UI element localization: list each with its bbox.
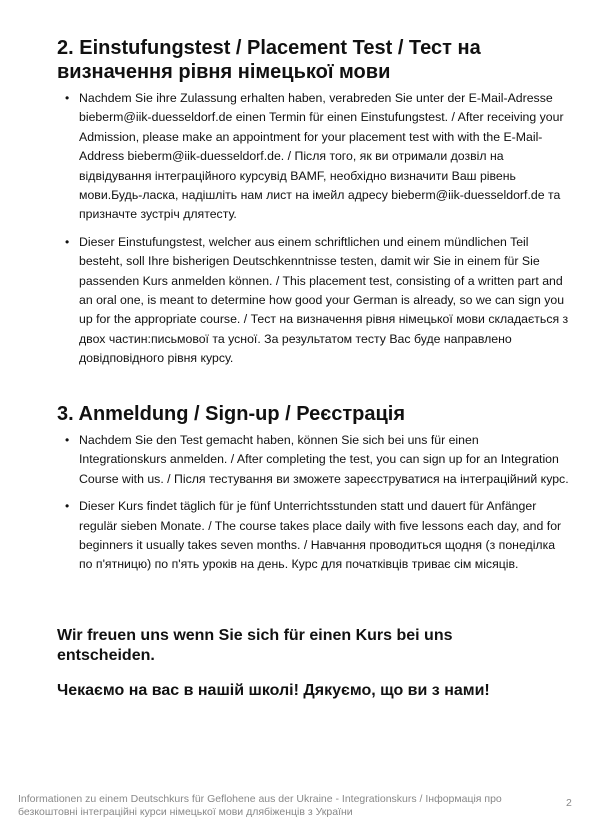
list-item <box>65 497 569 575</box>
bullet-icon: • <box>65 234 70 249</box>
list-item-text: Dieser Einstufungstest, welcher aus einem schriftlichen und einem mündlichen Teil besteht, soll Ihre bisherigen Deutschkenntnisse testen, damit wir Sie in einem für Sie passenden Kurs anmelden können. / This placement test, consisting of a written part and an oral one, is meant to determine how good your German is already, so we can sign you up for the appropriate course. / Тест на визначення рівня німецької мови складається з двох частин:письмової та усної. За результатом тесту Вас буде направлено довідповідного рівня курсу. <box>79 234 569 366</box>
bullet-icon: • <box>65 91 70 105</box>
section-3-heading: 3. Anmeldung / Sign-up / Реєстрація <box>57 403 406 425</box>
list-item <box>65 431 569 489</box>
section-2-list <box>57 89 569 377</box>
section-2-heading: 2. Einstufungstest / Placement Test / Тест на визначення рівня німецької мови <box>57 37 481 83</box>
closing-german: Wir freuen uns wenn Sie sich für einen Kurs bei uns entscheiden. <box>57 627 453 664</box>
bullet-icon: • <box>65 433 70 447</box>
list-item-text: Dieser Kurs findet täglich für je fünf Unterrichtsstunden statt und dauert für Anfänger regulär sieben Monate. / The course takes place daily with five lessons each day, and for beginners it usually takes seven months. / Навчання проводиться щодня (з понеділка по п'ятницю) по п'ять уроків на день. Курс для початківців триває сім місяців. <box>79 499 562 572</box>
closing-ukrainian: Чекаємо на вас в нашій школі! Дякуємо, що ви з нами! <box>57 682 490 699</box>
list-item-text: Nachdem Sie ihre Zulassung erhalten haben, verabreden Sie unter der E-Mail-Adresse bieberm@iik-duesseldorf.de einen Termin für einen Einstufungstest. / After receiving your Admission, please make an appointment for your placement test with with the E-Mail-Address bieberm@iik-duesseldorf.de. / Після того, як ви отримали дозвіл на відвідування інтеграційного курсувід BAMF, необхідно визначити Ваш рівень мови.Будь-ласка, надішліть нам лист на імейл адресу bieberm@iik-duesseldorf.de та призначте зустріч длятесту. <box>79 91 564 222</box>
list-item <box>65 89 569 225</box>
list-item-text: Nachdem Sie den Test gemacht haben, können Sie sich bei uns für einen Integrationskurs anmelden. / After completing the test, you can sign up for an Integration Course with us. / Після тестування ви зможете зареєструватися на інтеграційний курс. <box>79 433 569 486</box>
section-3-list <box>57 431 569 583</box>
list-item <box>65 233 569 369</box>
bullet-icon: • <box>65 499 70 514</box>
page-number: 2 <box>566 797 572 809</box>
page-footer: Informationen zu einem Deutschkurs für Geflohene aus der Ukraine - Integrationskurs / Інформація про безкоштовні інтеграційні курси німецької мови длябіженців з України <box>18 793 502 818</box>
